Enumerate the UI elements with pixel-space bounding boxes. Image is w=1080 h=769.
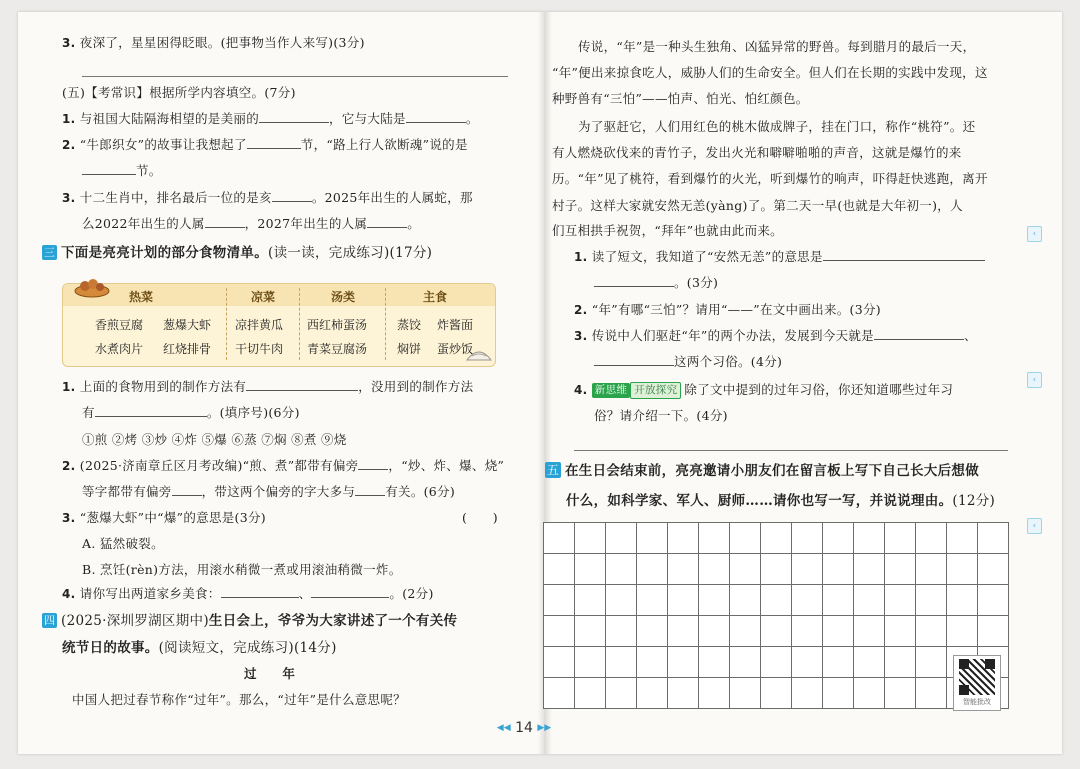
menu-question-1: 1. 上面的食物用到的制作方法有 ，没用到的制作方法 — [62, 379, 474, 394]
page-number-footer — [484, 720, 564, 736]
menu-item: 香煎豆腐 — [95, 318, 144, 332]
blank[interactable] — [221, 585, 299, 598]
answer-line[interactable] — [574, 450, 1008, 451]
blank[interactable] — [311, 585, 389, 598]
option-b: B. 烹饪(rèn)方法，用滚水稍微一煮或用滚油稍微一炸。 — [82, 562, 402, 577]
reading-question-3: 3. 传说中人们驱赶“年”的两个办法，发展到今天就是 、 — [574, 328, 977, 343]
blank[interactable] — [259, 110, 329, 123]
story-line: 传说，“年”是一种头生独角、凶猛异常的野兽。每到腊月的最后一天， — [578, 39, 976, 54]
page-number: 14 — [515, 720, 533, 736]
section-5-title: 五 在生日会结束前，亮亮邀请小朋友们在留言板上写下自己长大后想做 — [546, 463, 979, 479]
open-inquiry-tag: 开放探究 — [630, 382, 681, 399]
question-3: 3. 夜深了，星星困得眨眼。(把事物当作人来写)(3分) — [62, 35, 365, 50]
section-badge: 五 — [546, 463, 560, 477]
reading-question-3-cont: 这两个习俗。(4分) — [594, 353, 782, 371]
menu-question-3: 3. “葱爆大虾”中“爆”的意思是(3分) — [62, 510, 266, 525]
reading-question-4: 4. 新思维 开放探究 除了文中提到的过年习俗，你还知道哪些过年习 — [574, 382, 954, 397]
s5-question-3-cont: 么2022年出生的人属 ，2027年出生的人属 。 — [82, 216, 421, 231]
section-3-title: 三 下面是亮亮计划的部分食物清单。(读一读，完成练习)(17分) — [43, 245, 433, 261]
left-arrow-icon: ◀◀ — [496, 723, 511, 733]
blank[interactable] — [406, 110, 466, 123]
s5-question-2: 2. “牛郎织女”的故事让我想起了 节，“路上行人欲断魂”说的是 — [62, 137, 468, 152]
story-line: “年”便出来掠食吃人，威胁人们的生命安全。但人们在长期的实践中发现，这 — [552, 65, 988, 80]
qr-label: 智能批改 — [963, 698, 991, 706]
menu-question-4: 4. 请你写出两道家乡美食： 、 。(2分) — [62, 586, 434, 601]
menu-item: 西红柿蛋汤 — [307, 318, 368, 332]
blank[interactable] — [172, 483, 202, 496]
menu-question-2-cont: 等字都带有偏旁 ，带这两个偏旁的字大多与 有关。(6分) — [82, 484, 456, 499]
cooking-method-options: ①煎 ②烤 ③炒 ④炸 ⑤爆 ⑥蒸 ⑦焖 ⑧煮 ⑨烧 — [82, 432, 347, 447]
menu-item: 蛋炒饭 — [437, 342, 474, 356]
side-tab-marker: ‹ — [1027, 226, 1042, 242]
side-tab-marker: ‹ — [1027, 518, 1042, 534]
new-thinking-tag: 新思维 — [592, 383, 630, 398]
menu-header-soup: 汤类 — [331, 290, 356, 304]
blank[interactable] — [355, 483, 385, 496]
reading-question-1-cont: 。(3分) — [594, 274, 718, 292]
section-5-title: (五)【考常识】根据所学内容填空。(7分) — [62, 85, 296, 100]
answer-line[interactable] — [82, 76, 508, 77]
blank[interactable] — [594, 274, 674, 287]
s5-question-1: 1. 与祖国大陆隔海相望的是美丽的 ，它与大陆是 。 — [62, 111, 479, 126]
section-badge: 三 — [43, 246, 56, 259]
menu-item: 红烧排骨 — [163, 342, 212, 356]
answer-paren[interactable]: ( ) — [462, 510, 498, 525]
reading-question-2: 2. “年”有哪“三怕”？请用“——”在文中画出来。(3分) — [574, 302, 881, 317]
menu-item: 干切牛肉 — [235, 342, 284, 356]
s5-question-3: 3. 十二生肖中，排名最后一位的是亥 。2025年出生的人属蛇，那 — [62, 190, 473, 205]
s5-question-2-cont: 节。 — [82, 162, 162, 180]
menu-question-1-cont: 有 。(填序号)(6分) — [82, 405, 300, 420]
blank[interactable] — [874, 327, 964, 340]
right-arrow-icon: ▶▶ — [537, 723, 552, 733]
blank[interactable] — [246, 378, 358, 391]
qr-code-icon — [959, 659, 995, 695]
food-plate-icon — [74, 274, 110, 298]
blank[interactable] — [205, 215, 245, 228]
blank[interactable] — [367, 215, 407, 228]
food-menu-card — [62, 283, 496, 367]
menu-item: 蒸饺 — [397, 318, 422, 332]
blank[interactable] — [594, 353, 674, 366]
section-4-title-cont: 统节日的故事。(阅读短文，完成练习)(14分) — [62, 640, 337, 656]
reading-question-1: 1. 读了短文，我知道了“安然无恙”的意思是 — [574, 248, 985, 266]
blank[interactable] — [82, 162, 136, 175]
menu-item: 水煮肉片 — [95, 342, 144, 356]
qr-code[interactable] — [953, 655, 1001, 711]
story-paragraph: 中国人把过春节称作“过年”。那么，“过年”是什么意思呢？ — [72, 692, 406, 707]
reading-question-4-cont: 俗？请介绍一下。(4分) — [594, 408, 728, 423]
menu-header-staple: 主食 — [423, 290, 448, 304]
section-4-title: 四 (2025·深圳罗湖区期中)生日会上，爷爷为大家讲述了一个有关传 — [43, 613, 458, 629]
blank[interactable] — [95, 404, 207, 417]
blank[interactable] — [272, 189, 312, 202]
option-a: A. 猛然破裂。 — [82, 536, 164, 551]
section-5-title-cont: 什么，如科学家、军人、厨师……请你也写一写，并说说理由。(12分) — [566, 493, 996, 509]
menu-header-hot: 热菜 — [129, 290, 154, 304]
story-line: 为了驱赶它，人们用红色的桃木做成牌子，挂在门口，称作“桃符”。还 — [578, 119, 976, 134]
menu-item: 炸酱面 — [437, 318, 474, 332]
menu-item: 青菜豆腐汤 — [307, 342, 368, 356]
menu-item: 凉拌黄瓜 — [235, 318, 284, 332]
story-title: 过 年 — [244, 666, 296, 681]
story-line: 种野兽有“三怕”——怕声、怕光、怕红颜色。 — [552, 91, 809, 106]
section-badge: 四 — [43, 614, 56, 627]
story-line: 有人燃烧砍伐来的青竹子，发出火光和噼噼啪啪的声音，这就是爆竹的来 — [552, 145, 962, 160]
side-tab-marker: ‹ — [1027, 372, 1042, 388]
story-line: 村子。这样大家就安然无恙(yàng)了。第二天一早(也就是大年初一)，人 — [552, 198, 963, 213]
menu-question-2: 2. (2025·济南章丘区月考改编)“煎、煮”都带有偏旁 ，“炒、炸、爆、烧” — [62, 458, 505, 473]
blank[interactable] — [247, 136, 301, 149]
dumpling-icon — [464, 342, 494, 366]
story-line: 历。“年”见了桃符，看到爆竹的火光，听到爆竹的响声，吓得赶快逃跑，离开 — [552, 171, 988, 186]
writing-grid[interactable] — [543, 522, 1009, 709]
menu-header-cold: 凉菜 — [251, 290, 276, 304]
menu-item: 焖饼 — [397, 342, 422, 356]
blank[interactable] — [358, 457, 388, 470]
story-line: 们互相拱手祝贺，“拜年”也就由此而来。 — [552, 223, 783, 238]
blank[interactable] — [823, 248, 985, 261]
menu-item: 葱爆大虾 — [163, 318, 212, 332]
